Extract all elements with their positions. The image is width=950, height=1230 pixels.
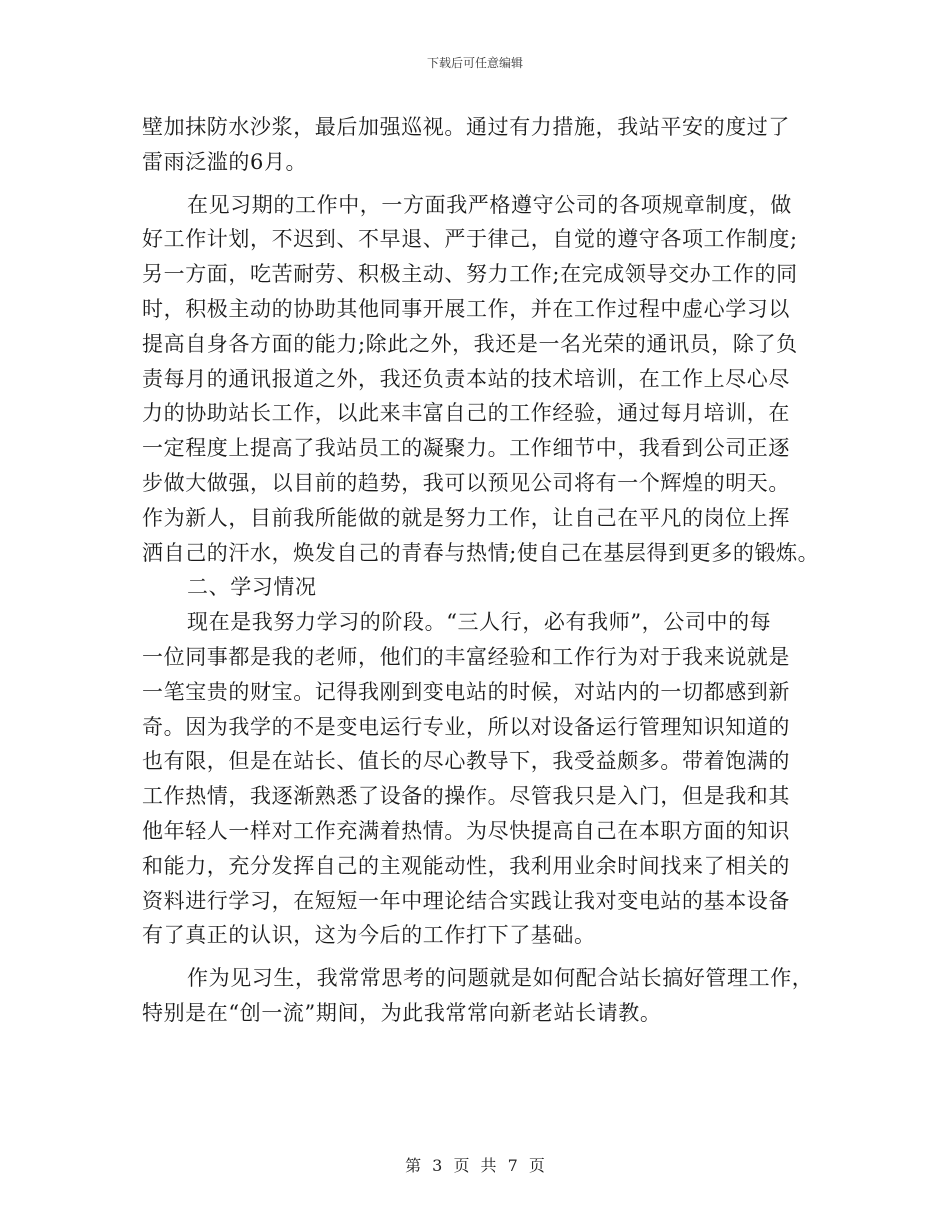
text-line: 也有限，但是在站长、值长的尽心教导下，我受益颇多。带着饱满的 <box>142 749 790 774</box>
text-line: 有了真正的认识，这为今后的工作打下了基础。 <box>142 923 596 948</box>
text-line: 一笔宝贵的财宝。记得我刚到变电站的时候，对站内的一切都感到新 <box>142 679 790 704</box>
text-line: 现在是我努力学习的阶段。“三人行，必有我师”，公司中的每 <box>187 610 772 635</box>
text-line: 奇。因为我学的不是变电运行专业，所以对设备运行管理知识知道的 <box>142 714 790 739</box>
text-line: 作为新人，目前我所能做的就是努力工作，让自己在平凡的岗位上挥 <box>142 505 790 530</box>
text-line: 和能力，充分发挥自己的主观能动性，我利用业余时间找来了相关的 <box>142 853 790 878</box>
text-line: 提高自身各方面的能力;除此之外，我还是一名光荣的通讯员，除了负 <box>142 331 798 356</box>
text-line: 他年轻人一样对工作充满着热情。为尽快提高自己在本职方面的知识 <box>142 818 790 843</box>
text-line: 责每月的通讯报道之外，我还负责本站的技术培训，在工作上尽心尽 <box>142 366 790 391</box>
text-line: 一位同事都是我的老师，他们的丰富经验和工作行为对于我来说就是 <box>142 644 790 669</box>
text-line: 洒自己的汗水，焕发自己的青春与热情;使自己在基层得到更多的锻炼。 <box>142 540 820 565</box>
text-line: 雷雨泛滥的6月。 <box>142 149 308 174</box>
text-line: 作为见习生，我常常思考的问题就是如何配合站长搞好管理工作， <box>187 966 814 991</box>
text-line: 在见习期的工作中，一方面我严格遵守公司的各项规章制度，做 <box>187 192 792 217</box>
text-line: 另一方面，吃苦耐劳、积极主动、努力工作;在完成领导交办工作的同 <box>142 262 798 287</box>
page-header: 下载后可任意编辑 <box>426 56 523 70</box>
text-line: 时，积极主动的协助其他同事开展工作，并在工作过程中虚心学习以 <box>142 296 790 321</box>
text-line: 特别是在“创一流”期间，为此我常常向新老站长请教。 <box>142 1000 662 1025</box>
text-line: 工作热情，我逐渐熟悉了设备的操作。尽管我只是入门，但是我和其 <box>142 784 790 809</box>
text-line: 好工作计划，不迟到、不早退、严于律己，自觉的遵守各项工作制度; <box>142 227 798 252</box>
text-line: 资料进行学习，在短短一年中理论结合实践让我对变电站的基本设备 <box>142 888 790 913</box>
text-line: 力的协助站长工作，以此来丰富自己的工作经验，通过每月培训，在 <box>142 401 790 426</box>
page-footer: 第 3 页 共 7 页 <box>405 1156 545 1175</box>
text-line: 壁加抹防水沙浆，最后加强巡视。通过有力措施，我站平安的度过了 <box>142 115 790 139</box>
text-line: 一定程度上提高了我站员工的凝聚力。工作细节中，我看到公司正逐 <box>142 436 790 461</box>
text-line: 步做大做强，以目前的趋势，我可以预见公司将有一个辉煌的明天。 <box>142 470 790 495</box>
section-heading: 二、学习情况 <box>187 575 317 600</box>
document-body <box>142 110 822 1031</box>
